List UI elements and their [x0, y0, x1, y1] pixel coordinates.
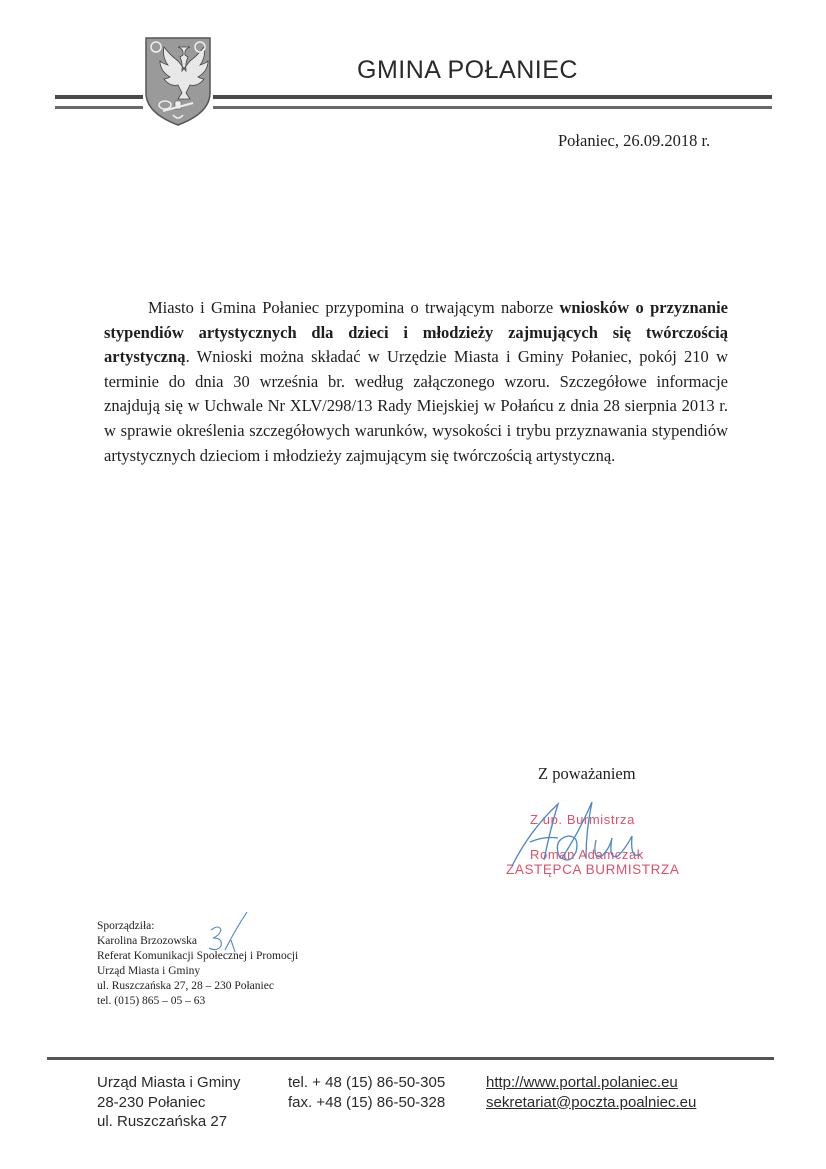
footer-rule [47, 1057, 774, 1060]
body-text-intro: Miasto i Gmina Połaniec przypomina o trwającym naborze [148, 298, 560, 317]
letter-date: Połaniec, 26.09.2018 r. [558, 131, 711, 150]
footer-fax: fax. +48 (15) 86-50-328 [288, 1093, 446, 1111]
stamp-line-authority: Z up. Burmistrza [530, 812, 635, 827]
handwritten-signature-icon [500, 800, 700, 880]
footer-address-line: 28-230 Połaniec [97, 1093, 206, 1111]
header-rule-top-right [213, 95, 772, 99]
stamp-line-title: ZASTĘPCA BURMISTRZA [506, 862, 680, 877]
prepared-by-phone: tel. (015) 865 – 05 – 63 [97, 995, 206, 1007]
footer-address [97, 1073, 240, 1132]
header-rule-top-left [55, 95, 143, 99]
footer-links [486, 1073, 696, 1112]
body-text-bold: wniosków o przyznanie stypendiów artystycznych dla dzieci i młodzieży zajmujących się twórczością artystyczną [104, 298, 728, 367]
coat-of-arms-eagle-icon [143, 35, 213, 127]
email-link[interactable]: sekretariat@poczta.poalniec.eu [486, 1093, 697, 1111]
closing-salutation: Z poważaniem [538, 764, 636, 783]
organization-title: GMINA POŁANIEC [357, 56, 578, 84]
footer-address-line: Urząd Miasta i Gminy [97, 1074, 241, 1091]
body-text-details: . Wnioski można składać w Urzędzie Miasta i Gminy Połaniec, pokój 210 w terminie do dnia 30 września br. według załączonego wzoru. Szczegółowe informacje znajdują się w Uchwale Nr XLV/298/13 Rady Miejskiej w Połańcu z dnia 28 sierpnia 2013 r. w sprawie określenia szczegółowych warunków, wysokości i trybu przyznawania stypendiów artystycznych dzieciom i młodzieży zajmującym się twórczością artystyczną. [104, 347, 728, 465]
header-rule-bottom-left [55, 106, 143, 109]
footer-phones [288, 1073, 445, 1112]
stamp-line-name: Roman Adamczak [530, 847, 644, 862]
prepared-by-name: Karolina Brzozowska [97, 935, 197, 947]
prepared-by-address: ul. Ruszczańska 27, 28 – 230 Połaniec [97, 980, 274, 992]
website-link[interactable]: http://www.portal.polaniec.eu [486, 1074, 678, 1091]
prepared-by-label: Sporządziła: [97, 920, 155, 932]
letter-body [104, 296, 728, 468]
prepared-by-office: Urząd Miasta i Gminy [97, 965, 201, 977]
footer-phone: tel. + 48 (15) 86-50-305 [288, 1074, 446, 1091]
prepared-by-department: Referat Komunikacji Społecznej i Promocji [97, 950, 299, 962]
footer-address-line: ul. Ruszczańska 27 [97, 1113, 228, 1130]
handwritten-initials-icon [195, 910, 255, 955]
header-rule-bottom-right [213, 106, 772, 109]
